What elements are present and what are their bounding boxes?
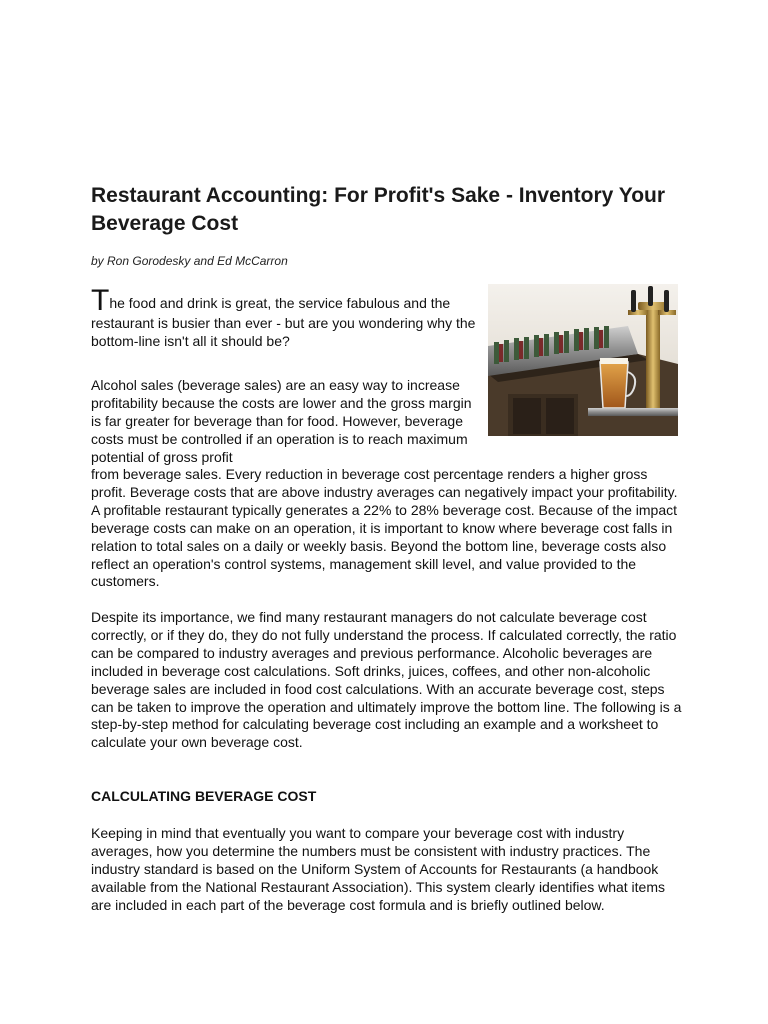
body-paragraph-2: Despite its importance, we find many restaurant managers do not calculate beverage cost correctly, or if they do, they do not fully understand the process. If calculated correctly, the ratio can be compared to industry averages and previous performance. Alcoholic beverages are included in beverage cost calculations. Soft drinks, juices, coffees, and other non-alcoholic beverage sales are included in food cost calculations. With an accurate beverage cost, steps can be taken to improve the operation and ultimately improve the bottom line. The following is a step-by-step method for calculating beverage cost including an example and a worksheet to calculate your own beverage cost. <box>91 609 682 751</box>
body-paragraph-3: Keeping in mind that eventually you want to compare your beverage cost with industry averages, how you determine the numbers must be consistent with industry practices. The industry standard is based on the Uniform System of Accounts for Restaurants (a handbook available from the National Restaurant Association). This system clearly identifies what items are included in each part of the beverage cost formula and is briefly outlined below. <box>91 825 665 913</box>
body-paragraph-1b: from beverage sales. Every reduction in beverage cost percentage renders a higher gross profit. Beverage costs that are above industry averages can negatively impact your profitability. A profitable restaurant typically generates a 22% to 28% beverage cost. Because of the impact beverage costs can make on an operation, it is important to know where beverage cost falls in relation to total sales on a daily or weekly basis. Beyond the bottom line, beverage costs also reflect an operation's control systems, management skill level, and value provided to the customers. <box>91 466 678 590</box>
intro-paragraph <box>91 284 483 350</box>
article-title: Restaurant Accounting: For Profit's Sake - Inventory Your Beverage Cost <box>91 184 666 235</box>
intro-text: he food and drink is great, the service fabulous and the restaurant is busier than ever - but are you wondering why the bottom-line isn't all it should be? <box>91 295 476 349</box>
section-heading: CALCULATING BEVERAGE COST <box>91 788 317 804</box>
drop-cap: T <box>91 284 110 317</box>
beer-tap-image <box>488 284 678 436</box>
article-byline: by Ron Gorodesky and Ed McCarron <box>91 254 288 268</box>
body-paragraph-1a: Alcohol sales (beverage sales) are an easy way to increase profitability because the costs are lower and the gross margin is far greater for beverage than for food. However, beverage costs must be controlled if an operation is to reach maximum potential of gross profit <box>91 377 472 465</box>
